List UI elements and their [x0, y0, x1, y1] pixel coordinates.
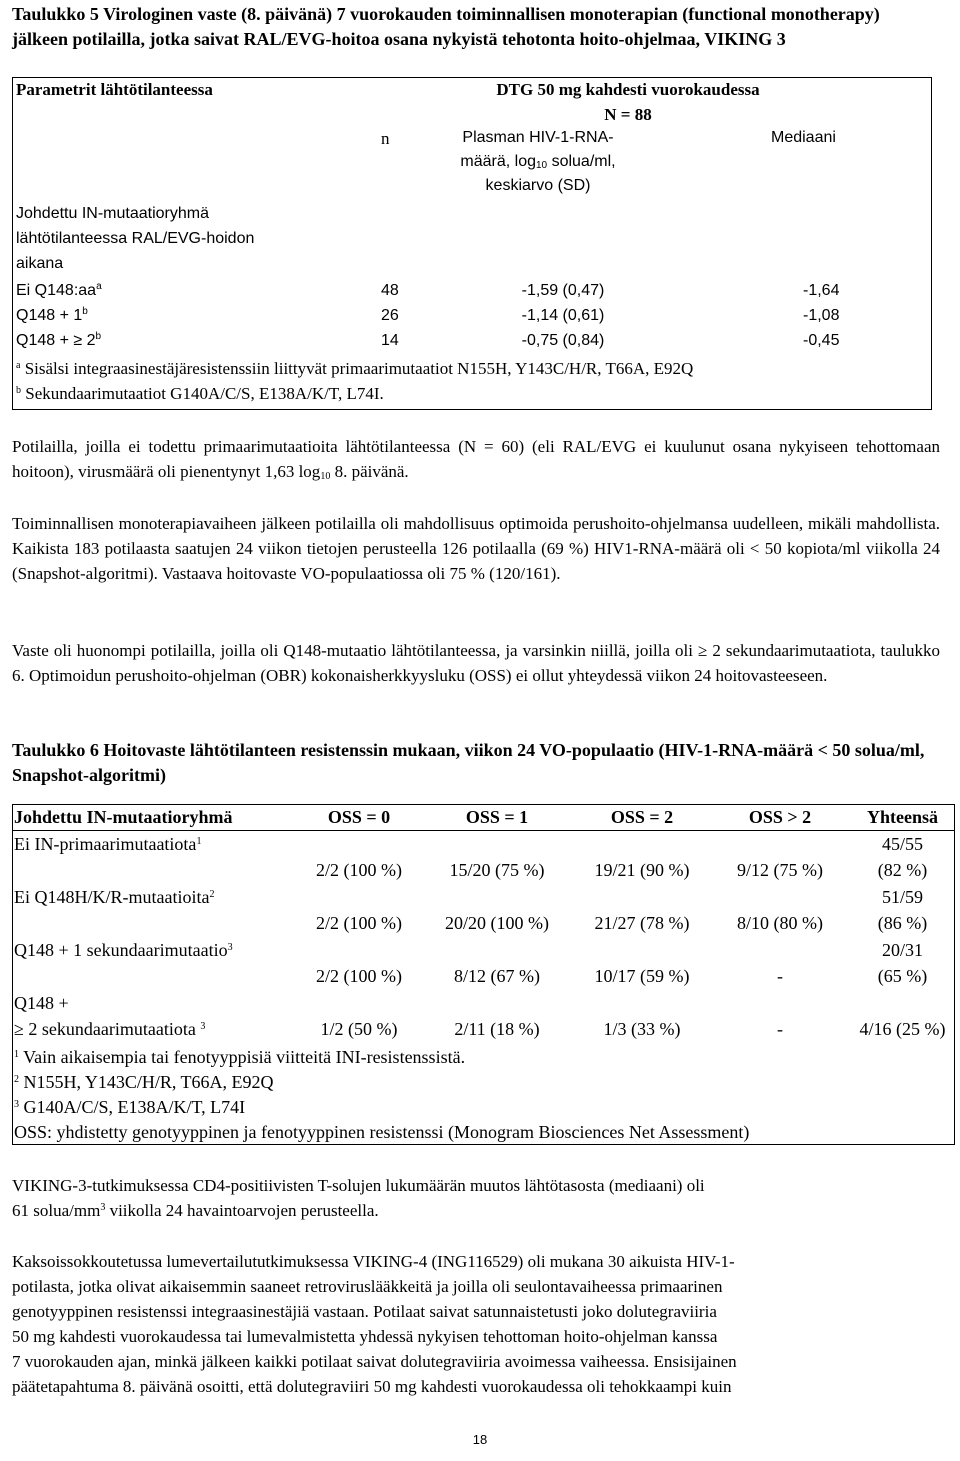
table5-row-label: $Q148 + 1^b$	[16, 306, 88, 324]
table6-footnote-3: $^3$ G140A/C/S, E138A/K/T, L74I	[14, 1097, 246, 1117]
paragraph-5-line: päätetapahtuma 8. päivänä osoitti, että dolutegraviiri 50 mg kahdesti vuorokaudessa oli tehokkaampi kuin	[12, 1377, 732, 1396]
table6-row-label: Ei IN-primaarimutaatiota$^1$	[14, 834, 202, 854]
table6-cell: 9/12 (75 %)	[737, 860, 823, 880]
table6-cell: 2/11 (18 %)	[454, 1019, 540, 1039]
paragraph-2: Toiminnallisen monoterapiavaiheen jälkeen potilailla oli mahdollisuus optimoida perushoito-ohjelmansa uudelleen, mikäli mahdollista. Kaikista 183 potilaasta saatujen 24 viikon tietojen perusteella 126 potilaalla (69 %) HIV1-RNA-määrä oli < 50 kopiota/ml viikolla 24 (Snapshot-algoritmi). Vastaava hoitovaste VO-populaatiossa oli 75 % (120/161).	[12, 514, 940, 583]
table5-row-mean: -1,14 (0,61)	[521, 307, 605, 324]
table6-header-rule	[12, 830, 955, 831]
table6-row-label: Q148 + 1 sekundaarimutaatio$^3$	[14, 940, 233, 960]
paragraph-5	[12, 1249, 940, 1399]
table5-footnote-b: $^b$ Sekundaarimutaatiot G140A/C/S, E138A/K/T, L74I.	[16, 384, 384, 403]
table5-header-n: n	[381, 129, 390, 148]
paragraph-3: Vaste oli huonompi potilailla, joilla oli Q148-mutaatio lähtötilanteessa, ja varsinkin niillä, joilla oli ≥ 2 sekundaarimutaatiota, taulukko 6. Optimoidun perushoito-ohjelman (OBR) kokonaisherkkyysluku (OSS) ei ollut yhteydessä viikon 24 hoitovasteeseen.	[12, 641, 940, 685]
table6-caption: Taulukko 6 Hoitovaste lähtötilanteen resistenssin mukaan, viikon 24 VO-populaatio (HIV-1-RNA-määrä < 50 solua/ml, Snapshot-algoritmi)	[12, 740, 925, 785]
table6-total: 51/59	[881, 887, 923, 907]
table6-total-pct: (82 %)	[877, 860, 928, 880]
paragraph-4-line1: VIKING-3-tutkimuksessa CD4-positiivisten T-solujen lukumäärän muutos lähtötasosta (mediaani) oli	[12, 1176, 705, 1195]
table5-header-n-total: N = 88	[604, 105, 652, 124]
table6-total: 45/55	[881, 834, 923, 854]
table6-header-oss-gt2: OSS > 2	[748, 807, 812, 827]
table6-cell: 1/2 (50 %)	[320, 1019, 398, 1039]
table6-total: 20/31	[881, 940, 923, 960]
paragraph-4	[12, 1173, 940, 1223]
table5-group-label-1: Johdettu IN-mutaatioryhmä	[16, 205, 209, 222]
paragraph-4-line2: 61 solua/$mm^3$ viikolla 24 havaintoarvojen perusteella.	[12, 1201, 379, 1220]
table5-group-label-2: lähtötilanteessa RAL/EVG-hoidon	[16, 230, 255, 247]
paragraph-1: Potilailla, joilla ei todettu primaarimutaatioita lähtötilanteessa (N = 60) (eli RAL/EVG ei kuulunut osana nykyiseen tehottomaan hoitoon), virusmäärä oli pienentynyt 1,63 $\log_{10} 8$. päivänä.	[12, 437, 940, 482]
table5-header-dtg: DTG 50 mg kahdesti vuorokaudessa	[496, 80, 760, 99]
table6-header-oss2: OSS = 2	[610, 807, 674, 827]
table6-total-pct: (65 %)	[877, 966, 928, 986]
table5-header-plasma-line2: määrä, $\log_{10}$ solua/ml,	[460, 153, 616, 171]
table5-row-n: 26	[381, 307, 399, 324]
table6-row-label: Ei Q148H/K/R-mutaatioita$^2$	[14, 887, 215, 907]
table6-cell: 21/27 (78 %)	[594, 913, 690, 933]
table6-cell: 2/2 (100 %)	[316, 913, 402, 933]
paragraph-5-line: 50 mg kahdesti vuorokaudessa tai lumevalmistetta yhdessä nykyisen tehottoman hoito-ohjelman kanssa	[12, 1327, 718, 1346]
table6-cell: 19/21 (90 %)	[594, 860, 690, 880]
table6-cell: -	[777, 966, 783, 986]
table5-header-plasma-line3: keskiarvo (SD)	[485, 177, 591, 194]
table5-header-parameter: Parametrit lähtötilanteessa	[16, 80, 213, 99]
paragraph-5-line: 7 vuorokauden ajan, minkä jälkeen kaikki potilaat saivat dolutegraviiria avoimessa vaiheessa. Ensisijainen	[12, 1352, 737, 1371]
table6-header-group: Johdettu IN-mutaatioryhmä	[14, 807, 233, 827]
table5-group-label-3: aikana	[16, 255, 64, 272]
page-number: 18	[472, 1432, 488, 1447]
table6-total: 4/16 (25 %)	[859, 1019, 946, 1039]
table5-row-mean: -0,75 (0,84)	[521, 332, 605, 349]
table6-cell: -	[777, 1019, 783, 1039]
table5-header-median: Mediaani	[771, 129, 836, 146]
table5-footnote-a: $^a$ Sisälsi integraasinestäjäresistenssiin liittyvät primaarimutaatiot N155H, Y143C/H/R, T66A, E92Q	[16, 359, 694, 378]
table6-footnote-1: $^1$ Vain aikaisempia tai fenotyyppisiä viitteitä INI-resistenssistä.	[14, 1047, 466, 1067]
table6-cell: 8/12 (67 %)	[454, 966, 540, 986]
table6-row-label-line1: Q148 +	[14, 993, 69, 1013]
table6-cell: 10/17 (59 %)	[594, 966, 690, 986]
table5-row-label: Ei $Q148:aa^a$	[16, 281, 102, 299]
table6-total-pct: (86 %)	[877, 913, 928, 933]
table6-header-oss0: OSS = 0	[327, 807, 391, 827]
table5-row-median: -1,64	[803, 282, 840, 299]
table5-caption: Taulukko 5 Virologinen vaste (8. päivänä) 7 vuorokauden toiminnallisen monoterapian (functional monotherapy) jälkeen potilailla, jotka saivat RAL/EVG-hoitoa osana nykyistä tehotonta hoito-ohjelmaa, VIKING 3	[12, 4, 880, 49]
table5-row-median: -0,45	[803, 332, 840, 349]
table6-cell: 20/20 (100 %)	[445, 913, 549, 933]
table6	[12, 804, 955, 1145]
table5-row-median: -1,08	[803, 307, 840, 324]
table6-cell: 8/10 (80 %)	[737, 913, 823, 933]
table6-footnote-2: $^2$ N155H, Y143C/H/R, T66A, E92Q	[14, 1072, 274, 1092]
table6-header-total: Yhteensä	[867, 807, 938, 827]
table5-row-n: 14	[381, 332, 399, 349]
table5-row-n: 48	[381, 282, 399, 299]
table6-cell: 1/3 (33 %)	[603, 1019, 681, 1039]
table5-row-label: Q148 + ≥ $2^b$	[16, 331, 102, 349]
table6-header-oss1: OSS = 1	[465, 807, 529, 827]
paragraph-5-line: potilasta, jotka olivat aikaisemmin saaneet retroviruslääkkeitä ja joilla oli seulontavaiheessa primaarinen	[12, 1277, 723, 1296]
table6-cell: 2/2 (100 %)	[316, 966, 402, 986]
table5-row-mean: -1,59 (0,47)	[521, 282, 605, 299]
table6-row-label-line2: ≥ 2 sekundaarimutaatiota $^3$	[14, 1019, 206, 1039]
paragraph-5-line: genotyyppinen resistenssi integraasinestäjiä vastaan. Potilaat saivat satunnaistetusti joko dolutegraviiria	[12, 1302, 717, 1321]
table6-footnote-oss: OSS: yhdistetty genotyyppinen ja fenotyyppinen resistenssi (Monogram Biosciences Net Assessment)	[14, 1122, 750, 1142]
table5	[12, 77, 932, 410]
paragraph-5-line: Kaksoissokkoutetussa lumevertailututkimuksessa VIKING-4 (ING116529) oli mukana 30 aikuista HIV-1-	[12, 1252, 735, 1271]
table5-header-plasma-line1: Plasman HIV-1-RNA-	[462, 129, 614, 146]
table6-cell: 2/2 (100 %)	[316, 860, 402, 880]
table6-cell: 15/20 (75 %)	[449, 860, 545, 880]
